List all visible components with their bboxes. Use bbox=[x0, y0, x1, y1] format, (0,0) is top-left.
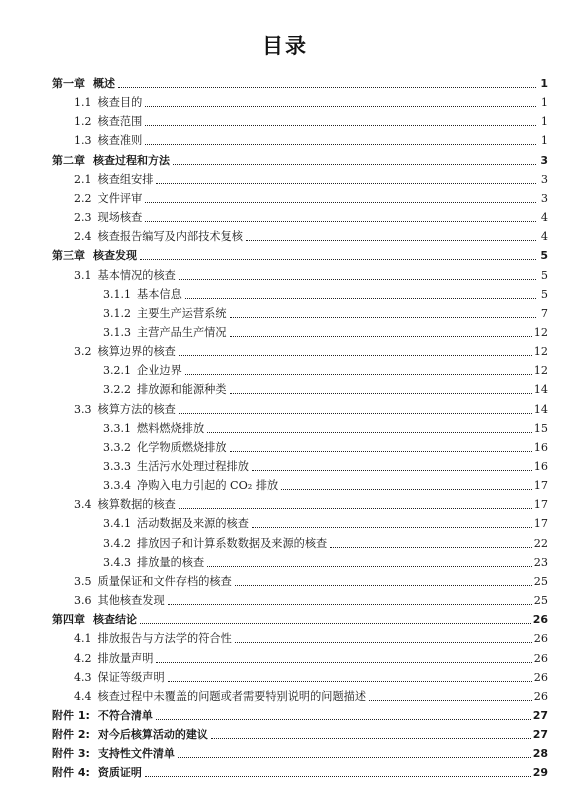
toc-entry-number: 附件 2: bbox=[52, 728, 90, 742]
toc-entry[interactable] bbox=[74, 265, 548, 283]
toc-entry-number: 3.1.2 bbox=[103, 306, 131, 320]
dot-leader bbox=[145, 775, 531, 777]
toc-entry-page-number: 17 bbox=[533, 479, 548, 493]
toc-entry-number: 3.1.3 bbox=[103, 325, 131, 339]
toc-entry-label: 核算方法的核查 bbox=[97, 402, 176, 416]
toc-entry-page-number: 14 bbox=[533, 383, 548, 397]
toc-entry-page-number: 12 bbox=[533, 345, 548, 359]
toc-entry[interactable] bbox=[52, 743, 548, 761]
toc-entry-label: 化学物质燃烧排放 bbox=[137, 440, 227, 454]
toc-entry[interactable] bbox=[74, 494, 548, 512]
toc-entry-label: 质量保证和文件存档的核查 bbox=[97, 574, 232, 588]
toc-entry[interactable] bbox=[103, 360, 548, 378]
dot-leader bbox=[207, 565, 532, 567]
toc-entry-number: 第二章 bbox=[52, 153, 85, 167]
toc-entry-label: 核查结论 bbox=[93, 613, 137, 627]
toc-entry-label: 企业边界 bbox=[137, 364, 182, 378]
toc-entry-number: 第四章 bbox=[52, 613, 85, 627]
dot-leader bbox=[252, 469, 532, 471]
dot-leader bbox=[230, 335, 532, 337]
toc-entry-label: 资质证明 bbox=[97, 766, 142, 780]
toc-entry[interactable] bbox=[103, 552, 548, 570]
toc-entry-label: 排放量声明 bbox=[97, 651, 154, 665]
dot-leader bbox=[235, 641, 532, 643]
toc-entry-page-number: 15 bbox=[533, 421, 548, 435]
toc-entry-label: 主营产品生产情况 bbox=[137, 325, 227, 339]
toc-entry-page-number: 26 bbox=[533, 670, 548, 684]
toc-entry-label: 核查目的 bbox=[97, 96, 143, 110]
toc-entry-number: 2.1 bbox=[74, 172, 92, 186]
toc-entry[interactable] bbox=[52, 245, 548, 263]
toc-entry-page-number: 26 bbox=[533, 651, 548, 665]
toc-entry-number: 3.6 bbox=[74, 594, 92, 608]
toc-entry-page-number: 1 bbox=[540, 134, 548, 148]
toc-entry-number: 3.3 bbox=[74, 402, 92, 416]
toc-entry-page-number: 1 bbox=[540, 77, 548, 90]
toc-entry-page-number: 16 bbox=[533, 460, 548, 473]
toc-entry-page-number: 26 bbox=[533, 632, 548, 646]
toc-entry[interactable] bbox=[74, 667, 548, 685]
toc-entry-label: 核查过程和方法 bbox=[93, 153, 170, 167]
toc-entry-page-number: 14 bbox=[533, 402, 548, 416]
toc-entry-label: 核查报告编写及内部技术复核 bbox=[97, 230, 243, 244]
dot-leader bbox=[156, 718, 531, 720]
dot-leader bbox=[252, 526, 532, 528]
toc-entry-number: 附件 3: bbox=[52, 747, 90, 761]
toc-entry-label: 排放报告与方法学的符合性 bbox=[97, 632, 232, 646]
page-title: 目录 bbox=[262, 34, 308, 58]
toc-entry-label: 对今后核算活动的建议 bbox=[97, 728, 208, 742]
toc-entry-label: 核查范围 bbox=[97, 115, 143, 129]
toc-entry-number: 4.1 bbox=[74, 632, 92, 646]
toc-entry-page-number: 12 bbox=[533, 325, 548, 339]
toc-entry-page-number: 17 bbox=[533, 517, 548, 531]
toc-entry[interactable] bbox=[74, 188, 548, 206]
toc-entry[interactable] bbox=[52, 609, 548, 627]
toc-entry[interactable] bbox=[52, 150, 548, 168]
toc-entry-page-number: 26 bbox=[533, 689, 548, 703]
toc-entry-page-number: 26 bbox=[532, 613, 548, 627]
toc-entry-number: 3.4.2 bbox=[103, 536, 131, 550]
dot-leader bbox=[230, 316, 536, 318]
dot-leader bbox=[145, 220, 536, 222]
toc-entry[interactable] bbox=[74, 226, 548, 244]
dot-leader bbox=[168, 680, 532, 682]
toc-entry-page-number: 25 bbox=[533, 594, 548, 608]
toc-entry[interactable] bbox=[74, 130, 548, 148]
toc-entry-page-number: 3 bbox=[540, 191, 548, 205]
toc-entry-number: 3.4.1 bbox=[103, 517, 131, 531]
toc-entry[interactable] bbox=[103, 475, 548, 493]
toc-entry[interactable] bbox=[74, 207, 548, 225]
dot-leader bbox=[185, 373, 532, 375]
toc-entry-label: 不符合清单 bbox=[97, 708, 153, 722]
dot-leader bbox=[179, 412, 532, 414]
toc-entry-label: 现场核查 bbox=[97, 211, 143, 225]
toc-entry-number: 2.4 bbox=[74, 230, 92, 244]
dot-leader bbox=[230, 450, 532, 452]
toc-entry[interactable] bbox=[52, 762, 548, 780]
dot-leader bbox=[179, 507, 532, 509]
dot-leader bbox=[145, 201, 536, 203]
toc-entry-label: 核查组安排 bbox=[97, 172, 154, 186]
toc-entry-label: 主要生产运营系统 bbox=[137, 306, 227, 320]
toc-entry[interactable] bbox=[103, 418, 548, 436]
toc-entry-number: 3.3.4 bbox=[103, 479, 131, 493]
toc-entry-number: 3.5 bbox=[74, 574, 92, 588]
dot-leader bbox=[118, 86, 536, 88]
toc-entry-label: 排放量的核查 bbox=[137, 555, 205, 569]
toc-entry-label: 其他核查发现 bbox=[97, 594, 165, 608]
dot-leader bbox=[140, 622, 531, 624]
toc-entry[interactable] bbox=[103, 284, 548, 302]
dot-leader bbox=[246, 239, 536, 241]
toc-entry-page-number: 22 bbox=[533, 536, 548, 550]
toc-entry-label: 活动数据及来源的核查 bbox=[137, 517, 249, 531]
toc-entry-page-number: 29 bbox=[532, 766, 548, 780]
toc-entry-number: 3.1.1 bbox=[103, 287, 131, 301]
toc-entry-page-number: 23 bbox=[533, 555, 548, 569]
toc-entry[interactable] bbox=[103, 379, 548, 397]
toc-entry-number: 第三章 bbox=[52, 249, 85, 263]
toc-entry-label: 排放因子和计算系数数据及来源的核查 bbox=[137, 536, 328, 550]
toc-entry-page-number: 4 bbox=[540, 211, 548, 225]
toc-entry-label: 基本情况的核查 bbox=[97, 268, 176, 282]
toc-entry-label: 概述 bbox=[93, 77, 115, 90]
toc-entry-label: 基本信息 bbox=[137, 287, 182, 301]
dot-leader bbox=[281, 488, 532, 490]
toc-entry[interactable] bbox=[74, 341, 548, 359]
toc-entry-number: 2.3 bbox=[74, 211, 92, 225]
dot-leader bbox=[156, 661, 531, 663]
toc-entry-number: 3.4.3 bbox=[103, 555, 131, 569]
toc-entry-label: 文件评审 bbox=[97, 191, 143, 205]
toc-entry[interactable] bbox=[103, 533, 548, 551]
toc-entry-number: 3.3.3 bbox=[103, 460, 131, 473]
toc-entry[interactable] bbox=[74, 686, 548, 704]
toc-entry-label: 排放源和能源种类 bbox=[137, 383, 227, 397]
toc-entry-page-number: 17 bbox=[533, 498, 548, 512]
toc-entry[interactable] bbox=[74, 571, 548, 589]
toc-entry[interactable] bbox=[74, 628, 548, 646]
toc-entry-number: 4.3 bbox=[74, 670, 92, 684]
dot-leader bbox=[230, 392, 532, 394]
dot-leader bbox=[140, 258, 536, 260]
toc-entry-page-number: 7 bbox=[540, 306, 548, 320]
toc-entry[interactable] bbox=[52, 705, 548, 723]
toc-entry-number: 1.3 bbox=[74, 134, 92, 148]
toc-entry[interactable] bbox=[103, 437, 548, 455]
toc-entry-label: 保证等级声明 bbox=[97, 670, 165, 684]
toc-entry[interactable] bbox=[74, 111, 548, 129]
dot-leader bbox=[211, 737, 531, 739]
toc-entry-label: 核查准则 bbox=[97, 134, 143, 148]
toc-entry-label: 净购入电力引起的 CO₂ 排放 bbox=[137, 479, 279, 493]
dot-leader bbox=[145, 143, 536, 145]
toc-entry-label: 核算数据的核查 bbox=[97, 498, 176, 512]
dot-leader bbox=[173, 163, 536, 165]
toc-entry[interactable] bbox=[74, 590, 548, 608]
toc-entry-page-number: 12 bbox=[533, 364, 548, 378]
toc-entry-page-number: 28 bbox=[532, 747, 548, 761]
toc-entry-number: 附件 4: bbox=[52, 766, 90, 780]
toc-entry[interactable] bbox=[103, 456, 548, 474]
toc-entry[interactable] bbox=[74, 648, 548, 666]
toc-entry[interactable] bbox=[103, 303, 548, 321]
toc-entry-page-number: 3 bbox=[540, 153, 548, 167]
toc-entry-page-number: 5 bbox=[540, 249, 548, 263]
dot-leader bbox=[168, 603, 532, 605]
toc-entry-number: 3.3.2 bbox=[103, 440, 131, 454]
toc-entry-number: 第一章 bbox=[52, 77, 85, 90]
toc-entry-number: 4.4 bbox=[74, 689, 92, 703]
toc-entry[interactable] bbox=[52, 73, 548, 91]
toc-entry-number: 4.2 bbox=[74, 651, 92, 665]
toc-entry-page-number: 3 bbox=[540, 172, 548, 186]
toc-entry-label: 核查发现 bbox=[93, 249, 137, 263]
toc-entry-label: 燃料燃烧排放 bbox=[137, 421, 205, 435]
dot-leader bbox=[185, 297, 536, 299]
dot-leader bbox=[235, 584, 532, 586]
toc-entry[interactable] bbox=[74, 169, 548, 187]
toc-entry-page-number: 5 bbox=[540, 287, 548, 301]
toc-entry-number: 2.2 bbox=[74, 191, 92, 205]
toc-entry-page-number: 1 bbox=[540, 96, 548, 110]
toc-entry-number: 3.1 bbox=[74, 268, 92, 282]
dot-leader bbox=[179, 354, 532, 356]
toc-entry-number: 1.1 bbox=[74, 96, 92, 110]
toc-entry-label: 核算边界的核查 bbox=[97, 345, 176, 359]
toc-entry[interactable] bbox=[103, 513, 548, 531]
toc-entry-page-number: 1 bbox=[540, 115, 548, 129]
toc-entry-label: 核查过程中未覆盖的问题或者需要特别说明的问题描述 bbox=[97, 689, 367, 703]
toc-entry-page-number: 27 bbox=[532, 708, 548, 722]
toc-entry-label: 支持性文件清单 bbox=[97, 747, 175, 761]
dot-leader bbox=[145, 105, 536, 107]
dot-leader bbox=[207, 431, 532, 433]
toc-entry[interactable] bbox=[74, 399, 548, 417]
toc-entry-number: 1.2 bbox=[74, 115, 92, 129]
toc-entry-page-number: 4 bbox=[540, 230, 548, 244]
toc-entry-number: 3.2.1 bbox=[103, 364, 131, 378]
toc-entry-number: 3.2.2 bbox=[103, 383, 131, 397]
toc-entry-page-number: 27 bbox=[532, 728, 548, 742]
dot-leader bbox=[156, 182, 536, 184]
toc-entry-number: 3.4 bbox=[74, 498, 92, 512]
toc-entry[interactable] bbox=[52, 724, 548, 742]
toc-entry-number: 3.2 bbox=[74, 345, 92, 359]
toc-entry-page-number: 16 bbox=[533, 440, 548, 454]
toc-entry-number: 附件 1: bbox=[52, 708, 90, 722]
toc-entry[interactable] bbox=[103, 322, 548, 340]
dot-leader bbox=[178, 756, 531, 758]
toc-entry-page-number: 5 bbox=[540, 268, 548, 282]
dot-leader bbox=[369, 699, 532, 701]
toc-entry-label: 生活污水处理过程排放 bbox=[137, 460, 249, 473]
toc-entry-number: 3.3.1 bbox=[103, 421, 131, 435]
toc-entry-page-number: 25 bbox=[533, 574, 548, 588]
dot-leader bbox=[179, 278, 536, 280]
dot-leader bbox=[330, 546, 532, 548]
dot-leader bbox=[145, 124, 536, 126]
toc-entry[interactable] bbox=[74, 92, 548, 110]
